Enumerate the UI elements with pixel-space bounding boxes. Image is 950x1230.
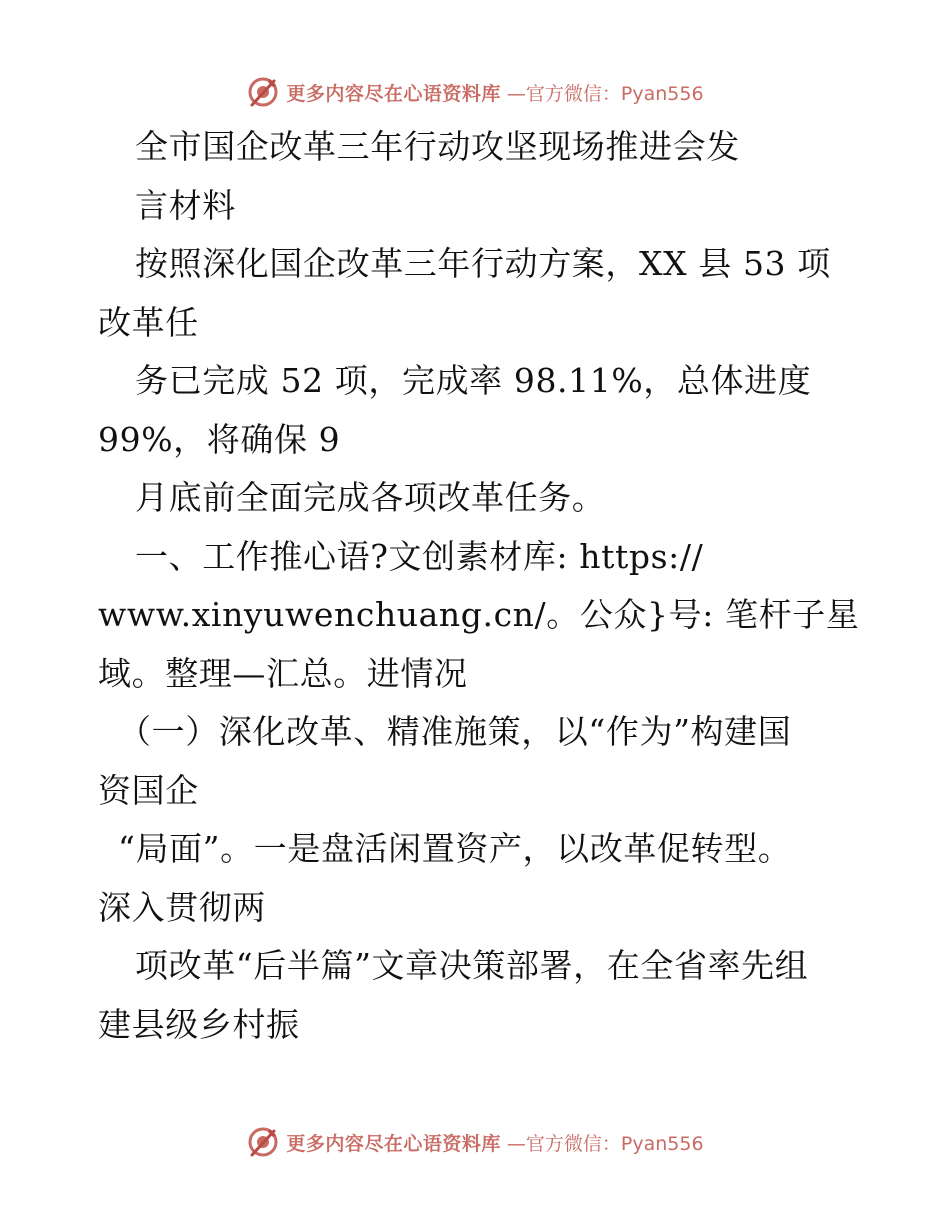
text-line: 月底前全面完成各项改革任务。 <box>135 478 606 517</box>
text-line: 一、工作推心语?文创素材库: https:// <box>135 536 704 576</box>
watermark-site-text: 更多内容尽在心语资料库 <box>286 1132 501 1155</box>
text-line: 资国企 <box>98 770 199 810</box>
text-line: 建县级乡村振 <box>98 1004 300 1044</box>
watermark-wechat-text: —官方微信：Pyan556 <box>506 1132 704 1155</box>
text-line: 言材料 <box>135 185 236 225</box>
header-watermark <box>0 72 950 112</box>
text-line: 按照深化国企改革三年行动方案，XX 县 53 项 <box>135 244 831 283</box>
watermark-site-text: 更多内容尽在心语资料库 <box>286 82 501 105</box>
text-line: 深入贯彻两 <box>98 887 266 927</box>
text-line: 项改革“后半篇”文章决策部署，在全省率先组 <box>135 946 809 985</box>
pen-logo-icon <box>246 1125 280 1159</box>
text-line: www.xinyuwenchuang.cn/。公众}号: 笔杆子星 <box>98 595 860 634</box>
footer-watermark <box>0 1122 950 1162</box>
text-line: （一）深化改革、精准施策，以“作为”构建国 <box>118 712 792 751</box>
text-line: 全市国企改革三年行动攻坚现场推进会发 <box>135 127 740 166</box>
pen-logo-icon <box>246 75 280 109</box>
text-line: 99%，将确保 9 <box>98 419 341 459</box>
text-line: 域。整理—汇总。进情况 <box>98 653 468 693</box>
text-line: 务已完成 52 项，完成率 98.11%，总体进度 <box>135 361 812 400</box>
document-body <box>98 118 878 1054</box>
text-line: 改革任 <box>98 302 199 342</box>
text-line: “局面”。一是盘活闲置资产，以改革促转型。 <box>118 829 792 868</box>
watermark-wechat-text: —官方微信：Pyan556 <box>506 82 704 105</box>
